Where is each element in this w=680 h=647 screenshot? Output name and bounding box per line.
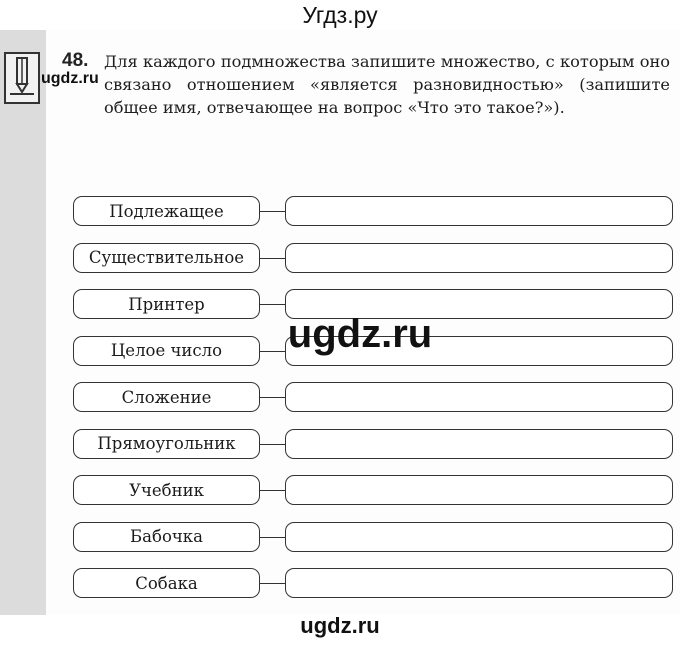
subset-label: Подлежащее — [73, 196, 260, 226]
watermark-small: ugdz.ru — [41, 70, 99, 87]
task-text: Для каждого подмножества запишите множество, с которым оно связано отношением «является разновидностью» (запишите общее имя, отвечающее на вопрос «Что это такое?»). — [104, 52, 670, 117]
answer-field[interactable] — [285, 522, 673, 552]
worksheet-row — [0, 522, 680, 556]
subset-label: Собака — [73, 568, 260, 598]
site-title: Угдз.ру — [302, 2, 378, 28]
connector-line — [260, 444, 286, 445]
worksheet-row — [0, 429, 680, 463]
pencil-task-icon — [4, 52, 40, 104]
connector-line — [260, 211, 286, 212]
watermark-bottom: ugdz.ru — [300, 613, 380, 638]
connector-line — [260, 397, 286, 398]
connector-line — [260, 258, 286, 259]
answer-field[interactable] — [285, 382, 673, 412]
subset-label: Существительное — [73, 243, 260, 273]
connector-line — [260, 304, 286, 305]
worksheet-row — [0, 568, 680, 602]
subset-label: Сложение — [73, 382, 260, 412]
subset-label: Бабочка — [73, 522, 260, 552]
task-number: 48. — [62, 50, 89, 71]
subset-label: Целое число — [73, 336, 260, 366]
subset-label: Принтер — [73, 289, 260, 319]
answer-field[interactable] — [285, 243, 673, 273]
connector-line — [260, 583, 286, 584]
answer-field[interactable] — [285, 196, 673, 226]
worksheet-row — [0, 382, 680, 416]
answer-field[interactable] — [285, 568, 673, 598]
answer-field[interactable] — [285, 475, 673, 505]
worksheet-row — [0, 196, 680, 230]
worksheet-row — [0, 475, 680, 509]
connector-line — [260, 490, 286, 491]
subset-label: Учебник — [73, 475, 260, 505]
watermark-center: ugdz.ru — [287, 312, 433, 356]
answer-field[interactable] — [285, 429, 673, 459]
worksheet-row — [0, 243, 680, 277]
connector-line — [260, 537, 286, 538]
subset-label: Прямоугольник — [73, 429, 260, 459]
